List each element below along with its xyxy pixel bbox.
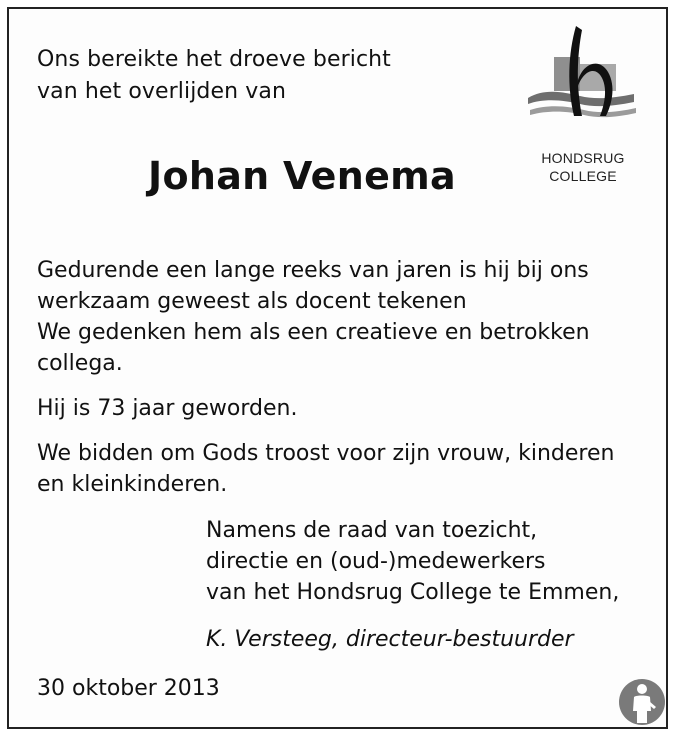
body-line: Hij is 73 jaar geworden. [37, 396, 298, 421]
body-line: collega. [37, 351, 123, 376]
intro-text [37, 44, 391, 108]
closing-line: van het Hondsrug College te Emmen, [206, 580, 620, 605]
body-line: We bidden om Gods troost voor zijn vrouw, kinderen [37, 441, 615, 466]
signature: K. Versteeg, directeur-bestuurder [206, 627, 574, 652]
paragraph-career [37, 255, 590, 379]
paragraph-condolence [37, 438, 614, 500]
intro-line: Ons bereikte het droeve bericht [37, 47, 391, 72]
closing-block [206, 515, 619, 608]
body-line: We gedenken hem als een creatieve en betrokken [37, 320, 590, 345]
deceased-name: Johan Venema [148, 154, 456, 198]
intro-line: van het overlijden van [37, 79, 287, 104]
logo-line: COLLEGE [549, 168, 617, 184]
body-line: werkzaam geweest als docent tekenen [37, 289, 467, 314]
mourning-figure-icon [618, 677, 666, 727]
closing-line: directie en (oud-)medewerkers [206, 549, 546, 574]
body-line: en kleinkinderen. [37, 472, 228, 497]
notice-date: 30 oktober 2013 [37, 676, 220, 701]
closing-line: Namens de raad van toezicht, [206, 518, 538, 543]
logo-wordmark [538, 149, 628, 185]
paragraph-age [37, 393, 297, 424]
body-line: Gedurende een lange reeks van jaren is hij bij ons [37, 258, 589, 283]
logo-line: HONDSRUG [541, 150, 625, 166]
